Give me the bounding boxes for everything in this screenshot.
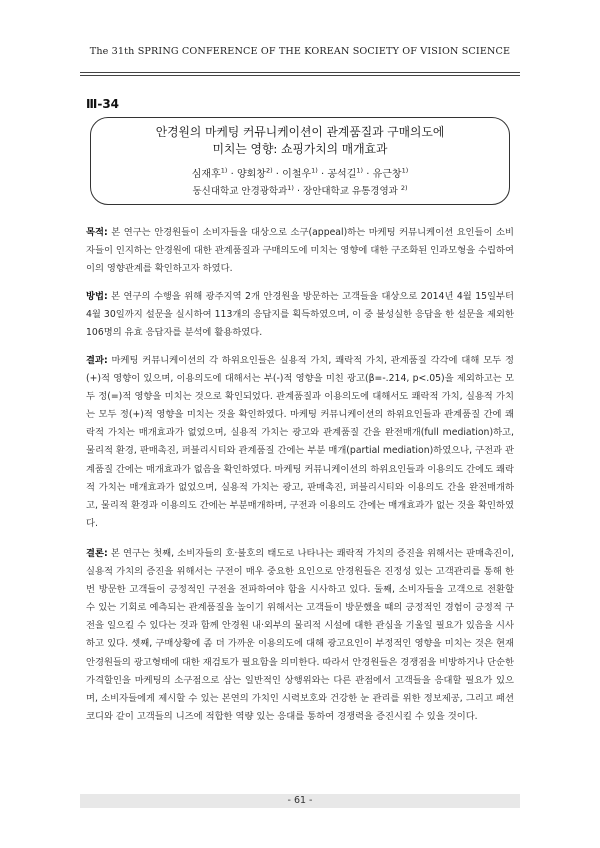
affiliation-name: 장안대학교 유통경영과 [303,186,398,197]
section-body: 본 연구는 안경원들이 소비자들을 대상으로 소구(appeal)하는 마케팅 커뮤니케이션 요인들이 소비자들이 인지하는 안경원에 대한 관계품질과 구매의도에 미치는 영향에 대한 구조화된 인과모형을 수립하여 이의 영향관계를 확인하고자 하였다. [86,227,514,275]
author-name: 이철우 [282,169,312,180]
author-name: 공석길 [327,169,357,180]
section-label: 결과: [86,355,108,366]
section-conclusion [86,545,514,726]
section-body: 본 연구는 첫째, 소비자들의 호·불호의 태도로 나타나는 쾌락적 가치의 증진을 위해서는 판매촉진이, 실용적 가치의 증진을 위해서는 구전이 매우 중요한 요인으로 안경원들은 진정성 있는 고객관리를 통해 한번 방문한 고객들이 긍정적인 구전을 전파하여야 함을 시사하고 있다. 둘째, 소비자들을 고객으로 전환할 수 있는 기회로 예측되는 관계품질을 높이기 위해서는 고객들이 방문했을 때의 긍정적인 경험이 긍정적 구전을 일으킬 수 있다는 것과 함께 안경원 내·외부의 물리적 시설에 대한 관심을 기울일 필요가 있음을 시사하고 있다. 셋째, 구매상황에 좀 더 가까운 이용의도에 대해 광고요인이 부정적인 영향을 미치는 것은 현재 안경원들의 광고형태에 대한 재검토가 필요함을 의미한다. 따라서 안경원들은 경쟁점을 비방하거나 단순한 가격할인을 마케팅의 소구점으로 삼는 일반적인 상행위와는 다른 관점에서 고객들을 응대할 필요가 있으며, 소비자들에게 제시할 수 있는 본연의 가치인 시력보호와 건강한 눈 관리를 위한 정보제공, 그리고 패션코디와 같이 고객들의 니즈에 적합한 역량 있는 응대를 통하여 경쟁력을 증진시킬 수 있을 것이다. [86,548,514,722]
header-rule-top [80,72,520,73]
author-affiliation-mark: 1) [356,166,364,175]
section-body: 본 연구의 수행을 위해 광주지역 2개 안경원을 방문하는 고객들을 대상으로 2014년 4월 15일부터 4월 30일까지 설문을 실시하여 113개의 응답지를 획득하였으며, 이 중 불성실한 응답을 한 설문을 제외한 106명의 유효 응답자를 분석에 활용하였다. [86,291,514,339]
author-affiliation-mark: 1) [401,166,409,175]
section-body: 마케팅 커뮤니케이션의 각 하위요인들은 실용적 가치, 쾌락적 가치, 관계품질 각각에 대해 모두 정(+)적 영향이 있으며, 이용의도에 대해서는 부(-)적 영향을 미친 광고(β=-.214, p<.05)을 제외하고는 모두 정(=)적 영향을 미치는 것으로 확인되었다. 관계품질과 이용의도에 대해서도 쾌락적 가치, 실용적 가치는 모두 정(+)적 영향을 미치는 것을 확인하였다. 마케팅 커뮤니케이션의 하위요인들과 관계품질 간에 쾌락적 가치는 매개효과가 없었으며, 실용적 가치는 광고와 관계품질 간을 완전매개(full mediation)하고, 물리적 환경, 판매촉진, 퍼블리시티와 관계품질 간에는 부분 매개(partial mediation)하였으나, 구전과 관계품질 간에는 매개효과가 없음을 확인하였다. 마케팅 커뮤니케이션의 하위요인들과 이용의도 간에도 쾌락적 가치는 매개효과가 없었으며, 실용적 가치는 광고, 판매촉진, 퍼블리시티와 이용의도 간을 완전매개하고, 물리적 환경과 이용의도 간에는 부분매개하며, 구전과 이용의도 간에는 매개효과가 없는 것을 확인하였다. [86,355,514,529]
affiliation-list: 동신대학교 안경광학과$^{1)}$ · 장안대학교 유통경영과 $^{2)}$ [192,183,408,197]
author-name: 유근창 [372,169,402,180]
page-number: - 61 - [80,794,520,808]
abstract-id: Ⅲ-34 [86,97,120,111]
author-list: 심재후$^{1)}$ · 양회창$^{2)}$ · 이철우$^{1)}$ · 공석길$^{1)}$ · 유근창$^{1)}$ [191,166,409,180]
author-affiliation-mark: 2) [265,166,273,175]
affiliation-mark: 1) [287,183,294,192]
author-name: 심재후 [191,169,221,180]
section-label: 방법: [86,291,108,302]
conference-header: The 31th SPRING CONFERENCE OF THE KOREAN SOCIETY OF VISION SCIENCE [89,46,511,57]
title-box [90,117,510,205]
author-affiliation-mark: 1) [311,166,318,175]
section-label: 결론: [86,548,108,559]
author-affiliation-mark: 1) [220,166,228,175]
section-result [86,352,514,533]
title-line-1: 안경원의 마케팅 커뮤니케이션이 관계품질과 구매의도에 [155,125,445,139]
section-label: 목적: [86,227,108,238]
section-method [86,288,514,342]
affiliation-mark: 2) [400,183,408,192]
title-line-2: 미치는 영향: 쇼핑가치의 매개효과 [212,142,388,156]
section-purpose [86,224,514,278]
author-name: 양회창 [236,169,266,180]
header-rule-bottom [80,75,520,76]
affiliation-name: 동신대학교 안경광학과 [192,186,288,197]
